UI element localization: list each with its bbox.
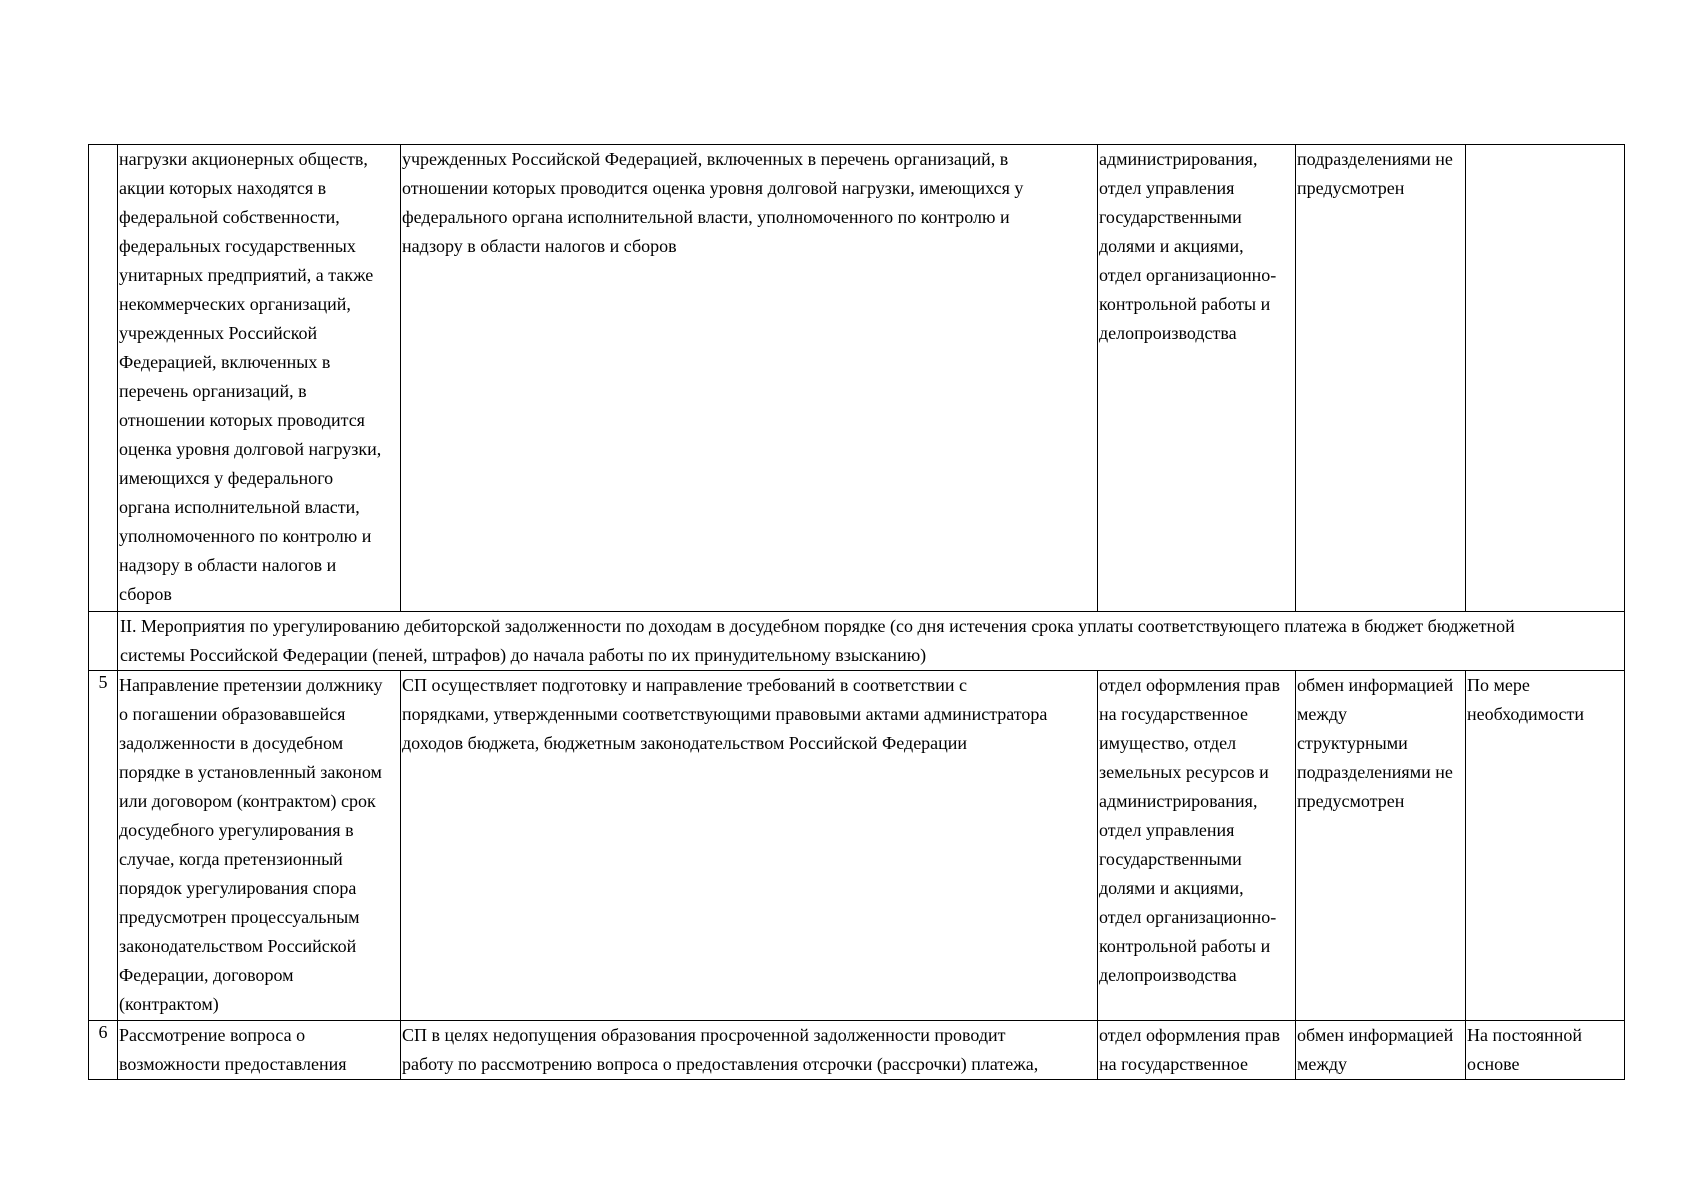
table-row (89, 671, 1625, 1021)
measure-name-cell: Рассмотрение вопроса о возможности предоставления (118, 1021, 401, 1080)
deadline-cell: На постоянной основе (1466, 1021, 1625, 1080)
measures-table (88, 144, 1625, 1080)
section-header-row (89, 612, 1625, 671)
responsible-unit-cell: отдел оформления прав на государственное имущество, отдел земельных ресурсов и администрирования, отдел управления государственными долями и акциями, отдел организационно- контрольной работы и делопроизводства (1098, 671, 1296, 1021)
row-number-cell: 5 (89, 671, 118, 1021)
deadline-cell: По мере необходимости (1466, 671, 1625, 1021)
deadline-cell (1466, 145, 1625, 612)
information-exchange-cell: обмен информацией между структурными подразделениями не предусмотрен (1296, 671, 1466, 1021)
table-row (89, 1021, 1625, 1080)
measure-description-cell: СП в целях недопущения образования просроченной задолженности проводит работу по рассмотрению вопроса о предоставления отсрочки (рассрочки) платежа, (401, 1021, 1098, 1080)
measure-description-cell: учрежденных Российской Федерацией, включенных в перечень организаций, в отношении которых проводится оценка уровня долговой нагрузки, имеющихся у федерального органа исполнительной власти, уполномоченного по контролю и надзору в области налогов и сборов (401, 145, 1098, 612)
measure-description-cell: СП осуществляет подготовку и направление требований в соответствии с порядками, утвержденными соответствующими правовыми актами администратора доходов бюджета, бюджетным законодательством Российской Федерации (401, 671, 1098, 1021)
responsible-unit-cell: администрирования, отдел управления государственными долями и акциями, отдел организационно- контрольной работы и делопроизводства (1098, 145, 1296, 612)
section-title: II. Мероприятия по урегулированию дебиторской задолженности по доходам в досудебном порядке (со дня истечения срока уплаты соответствующего платежа в бюджет бюджетной системы Российской Федерации (пеней, штрафов) до начала работы по их принудительному взысканию) (118, 612, 1625, 671)
responsible-unit-cell: отдел оформления прав на государственное (1098, 1021, 1296, 1080)
row-number-cell (89, 145, 118, 612)
table-row (89, 145, 1625, 612)
measure-name-cell: Направление претензии должнику о погашении образовавшейся задолженности в досудебном порядке в установленный законом или договором (контрактом) срок досудебного урегулирования в случае, когда претензионный порядок урегулирования спора предусмотрен процессуальным законодательством Российской Федерации, договором (контрактом) (118, 671, 401, 1021)
measure-name-cell: нагрузки акционерных обществ, акции которых находятся в федеральной собственности, федеральных государственных унитарных предприятий, а также некоммерческих организаций, учрежденных Российской Федерацией, включенных в перечень организаций, в отношении которых проводится оценка уровня долговой нагрузки, имеющихся у федерального органа исполнительной власти, уполномоченного по контролю и надзору в области налогов и сборов (118, 145, 401, 612)
row-number-cell: 6 (89, 1021, 118, 1080)
row-number-cell (89, 612, 118, 671)
information-exchange-cell: обмен информацией между (1296, 1021, 1466, 1080)
information-exchange-cell: подразделениями не предусмотрен (1296, 145, 1466, 612)
